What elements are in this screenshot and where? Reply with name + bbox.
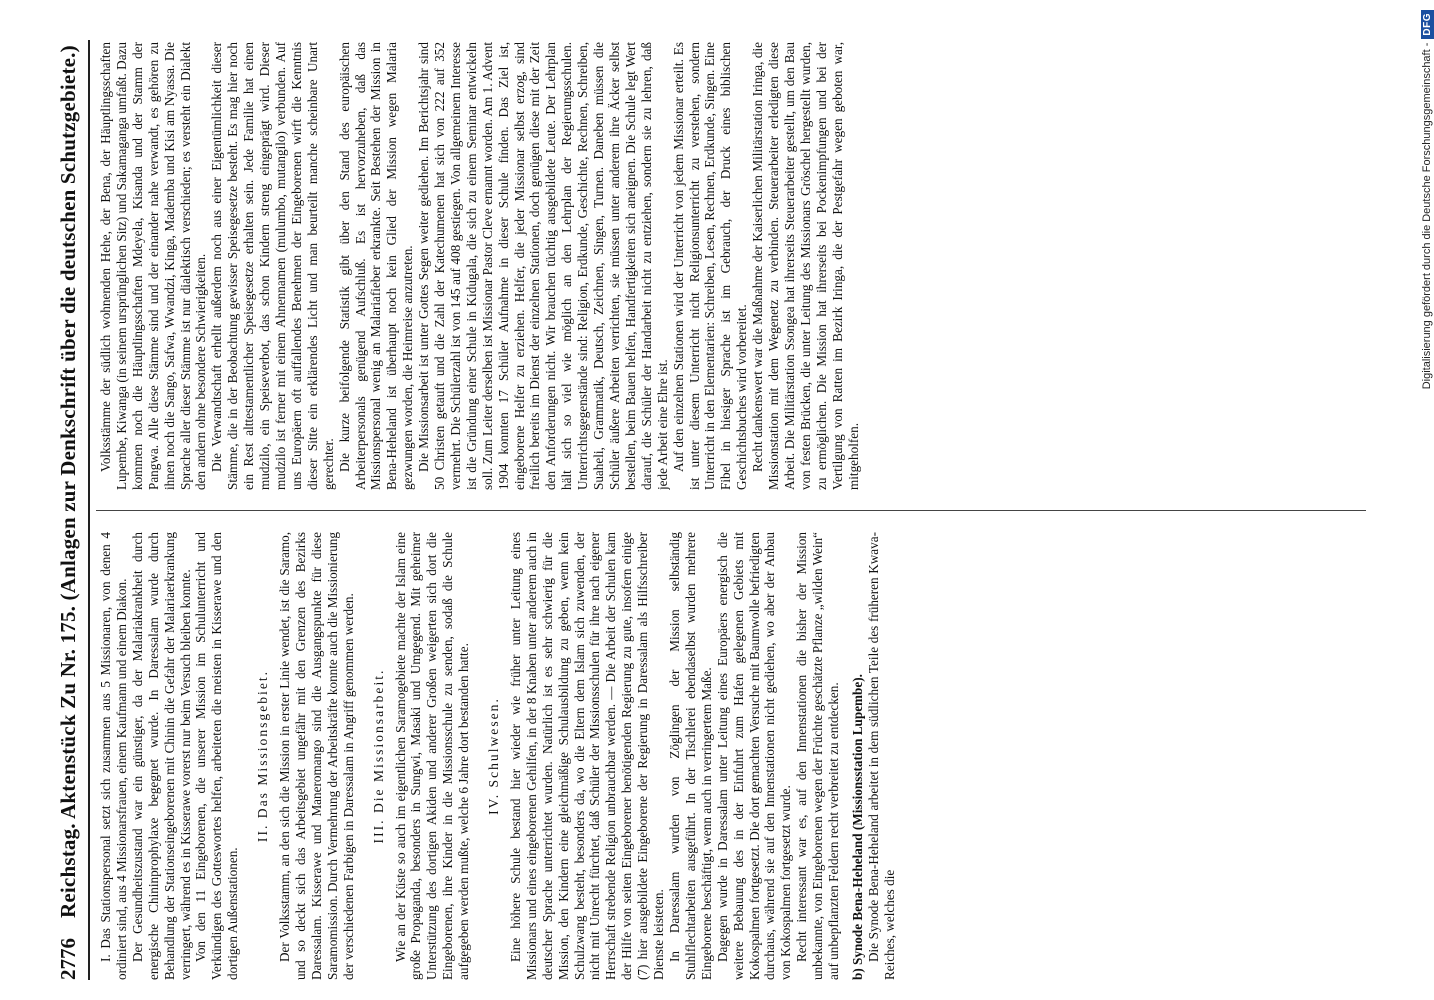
subsection-heading: [850, 532, 866, 980]
paragraph: Von den 11 Eingeborenen, die unserer Mission im Schulunterricht und Verkündigen des Gotteswortes helfen, arbeiteten die meisten in Kisserawe und den dortigen Außenstationen.: [193, 532, 241, 980]
paragraph: Der Gesundheitszustand war ein günstiger, da der Malariakrankheit durch energische Chininprophylaxe begegnet wurde. In Daressalam wurde durch Behandlung der Stationseingeborenen mit Chinin die Gefahr der Malariaerkrankung verringert, während es in Kisserawe vorerst nur beim Versuch bleiben konnte.: [129, 532, 193, 980]
paragraph: Dagegen wurde in Daressalam unter Leitung eines Europäers energisch die weitere Bebauung des in der Einfuhrt zum Hafen gelegenen Gebiets mit Kokospalmen fortgesetzt. Die dort gemachten Versuche mit Baumwolle befriedigten durchaus, während sie auf den Innenstationen nicht gediehen, wo aber der Anbau von Kokospalmen fortgesetzt wurde.: [714, 532, 794, 980]
paragraph: I. Das Stationspersonal setzt sich zusammen aus 5 Missionaren, von denen 4 ordiniert sind, aus 4 Missionarsfrauen, einem Kaufmann und einem Diakon.: [98, 532, 129, 980]
digitization-credit: [1416, 10, 1434, 990]
dfg-logo: DFG: [1421, 10, 1434, 39]
header-rule: [88, 40, 90, 980]
right-column: [98, 42, 1368, 490]
subsection-heading-text: b) Synode Bena-Heheland (Missionsstation Lupembe).: [849, 674, 865, 980]
page-title: Reichstag. Aktenstück Zu Nr. 175. (Anlagen zur Denkschrift über die deutschen Schutzgebiete.): [56, 45, 80, 918]
paragraph: Die Verwandtschaft erhellt außerdem noch aus einer Eigentümlichkeit dieser Stämme, die in der Beobachtung gewisser Speisegesetze besteht. Es mag hier noch ein Rest alttestamentlicher Speisegesetze erhalten sein. Jede Familie hat einen mudzilo, ein Speiseverbot, das schon Kindern streng eingeprägt wird. Dieser mudzilo ist ferner mit einem Ahnennamen (mulumbo, mutangilo) verbunden. Auf uns Europäern oft auffallendes Benehmen der Eingeborenen wirft die Kenntnis dieser Sitte ein erklärendes Licht und man beurteilt manche scheinbare Unart gerechter.: [209, 42, 336, 490]
page-number: 2776: [56, 938, 80, 980]
paragraph: Der Volksstamm, an den sich die Mission in erster Linie wendet, ist die Saramo, und so deckt sich das Arbeitsgebiet ungefähr mit den Grenzen des Bezirks Daressalam. Kisserawe und Maneromango sind die Ausgangspunkte für diese Saramomission. Durch Vermehrung der Arbeitskräfte konnte auch die Missionierung der verschiedenen Farbigen in Daressalam in Angriff genommen werden.: [277, 532, 356, 980]
paragraph: Wie an der Küste so auch im eigentlichen Saramogebiete machte der Islam eine große Propaganda, besonders in Sungwi, Masaki und Umgegend. Mit geheimer Unterstützung des dortigen Akiden und anderer Großen weigerten sich dort die Eingeborenen, ihre Kinder in die Missionsschule zu senden, sodaß die Schule aufgegeben werden mußte, welche 6 Jahre dort bestanden hatte.: [392, 532, 472, 980]
paragraph: Die Synode Bena-Heheland arbeitet in dem südlichen Teile des früheren Kwava-Reiches, welches die: [865, 532, 897, 980]
page-header: [50, 40, 90, 980]
section-heading: IV. Schulwesen.: [486, 697, 502, 815]
paragraph: Eine höhere Schule bestand hier wieder wie früher unter Leitung eines Missionars und eines eingeborenen Gehilfen, in der 8 Knaben unter anderem auch in deutscher Sprache unterrichtet wurden. Natürlich ist es sehr schwierig für die Mission, den Kindern eine gleichmäßige Schulausbildung zu geben, wenn kein Schulzwang besteht, besonders da, wo die Eltern dem Islam sich zuwenden, der nicht mit Unrecht fürchtet, daß Schüler der Missionsschulen für ihre nach eigener Herrschaft strebende Religion unbrauchbar werden. — Die Arbeit der Schulen kam der Hilfe von seiten Eingeborener benötigenden Regierung zu gute, insofern einige (7) hier ausgebildete Eingeborene der Regierung in Daressalam als Hilfsschreiber Dienste leisteten.: [507, 532, 667, 980]
left-column: [98, 532, 1368, 980]
paragraph: Recht dankenswert war die Maßnahme der Kaiserlichen Militärstation Iringa, die Missionstation mit dem Wegenetz zu verbinden. Steuerarbeiter erledigten diese Arbeit. Die Militärstation Ssongea hat ihrerseits Steuerarbeiter gestellt, um den Bau von festen Brücken, die unter Leitung des Missionars Gröschel hergestellt wurden, zu ermöglichen. Die Mission hat ihrerseits bei Pockenimpfungen und bei der Vertilgung von Ratten im Bezirk Iringa, die der Pestgefahr wegen geboten war, mitgeholfen.: [750, 42, 861, 490]
section-heading: II. Das Missionsgebiet.: [255, 669, 271, 843]
paragraph: Auf den einzelnen Stationen wird der Unterricht von jedem Missionar erteilt. Es ist unter diesem Unterricht nicht Religionsunterricht zu verstehen, sondern Unterricht in den Elementarien: Schreiben, Lesen, Rechnen, Erdkunde, Singen. Eine Fibel in hiesiger Sprache ist im Gebrauch, der Druck eines biblischen Geschichtsbuches wird vorbereitet.: [670, 42, 750, 490]
paragraph: Recht interessant war es, auf den Innenstationen die bisher der Mission unbekannte, von Eingeborenen wegen der Früchte geschätzte Pflanze „wilden Wein“ auf unbepflanzten Feldern recht verbreitet zu entdecken.: [794, 532, 842, 980]
credit-text: Digitalisierung gefördert durch die Deutsche Forschungsgemeinschaft -: [1421, 42, 1433, 390]
paragraph: Die kurze beifolgende Statistik gibt über den Stand des europäischen Arbeiterpersonals genügend Aufschluß. Es ist hervorzuheben, daß das Missionspersonal wenig an Malariafieber erkrankte. Seit Bestehen der Mission in Bena-Heheland ist überhaupt noch kein Glied der Mission wegen Malaria gezwungen worden, die Heimreise anzutreten.: [336, 42, 416, 490]
paragraph: In Daressalam wurden von Zöglingen der Mission selbständig Stuhlflechtarbeiten ausgeführt. In der Tischlerei ebendaselbst wurden mehrere Eingeborene beschäftigt, wenn auch in verringertem Maße.: [667, 532, 714, 980]
paragraph: Volksstämme der südlich wohnenden Hehe, der Bena, der Häuptlingsschaften Lupembe, Kiwanga (in seinem ursprünglichen Sitz) und Sakamaganga umfaßt. Dazu kommen noch die Häuptlingsschaften Mdeyela, Kisanda und der Stamm der Pangwa. Alle diese Stämme sind und der einander nahe verwandt, es gehören zu ihnen noch die Sango, Safwa, Wwandzi, Kinga, Mademba und Kisi am Nyassa. Die Sprache aller dieser Stämme ist nur dialektisch verschieden; es versteht ein Dialekt den andern ohne besondere Schwierigkeiten.: [98, 42, 209, 490]
scanned-page: [50, 40, 1370, 980]
column-divider: [96, 510, 1366, 511]
paragraph: Die Missionsarbeit ist unter Gottes Segen weiter gediehen. Im Berichtsjahr sind 50 Christen getauft und die Zahl der Katechumenen hat sich von 222 auf 352 vermehrt. Die Schülerzahl ist von 145 auf 408 gestiegen. Von allgemeinem Interesse ist die Gründung einer Schule in Kidugala, die sich zu einem Seminar entwickeln soll. Zum Leiter derselben ist Missionar Pastor Cleve ernannt worden. Am 1. Advent 1904 konnten 17 Schüler Aufnahme in dieser Schule finden. Das Ziel ist, eingeborene Helfer zu erziehen. Helfer, die jeder Missionar selbst erzog, sind freilich bereits im Dienst der einzelnen Stationen, doch genügen diese mit der Zeit den Anforderungen nicht. Wir brauchen tüchtig ausgebildete Leute. Der Lehrplan hält sich so viel wie möglich an den Lehrplan der Regierungsschulen. Unterrichtsgegenstände sind: Religion, Erdkunde, Geschichte, Rechnen, Schreiben, Suaheli, Grammatik, Deutsch, Zeichnen, Singen, Turnen. Daneben müssen die Schüler äußere Arbeiten verrichten, sie müssen unter anderem ihre Äcker selbst bestellen, beim Bauen helfen, Handfertigkeiten sich aneignen. Die Schule legt Wert darauf, die Schüler der Handarbeit nicht zu entziehen, sondern sie zu lehren, daß jede Arbeit eine Ehre ist.: [416, 42, 670, 490]
section-heading: III. Die Missionsarbeit.: [370, 668, 386, 844]
